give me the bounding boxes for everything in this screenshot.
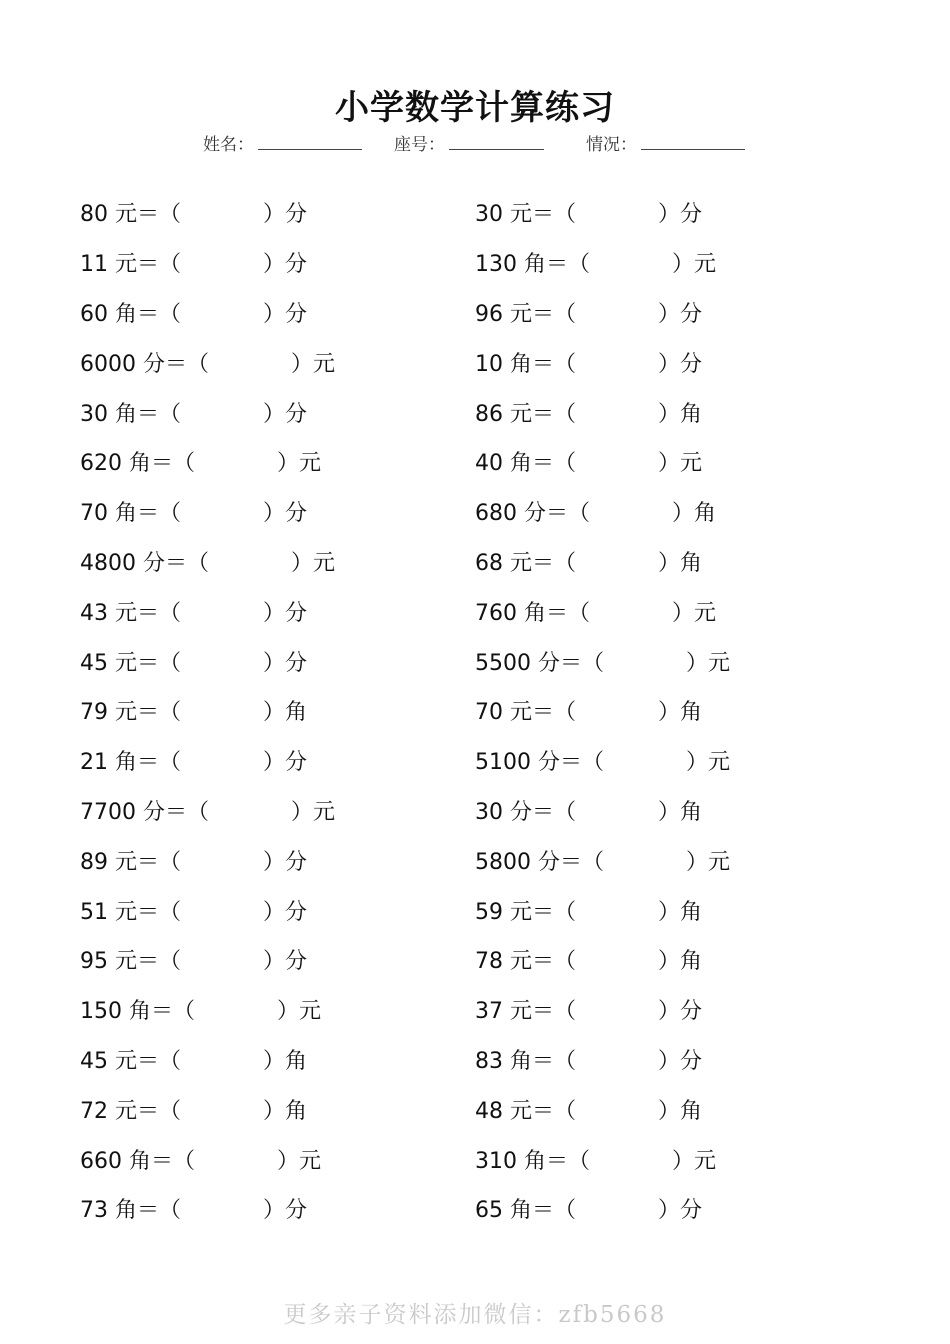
problem-question: 45 元＝（ <box>80 650 181 676</box>
problem-row <box>80 985 335 1035</box>
problem-row <box>80 686 335 736</box>
problem-row <box>475 437 730 487</box>
problem-unit: ）元 <box>290 799 335 825</box>
problem-question: 130 角＝（ <box>475 252 590 278</box>
seat-field <box>394 130 544 155</box>
problem-question: 37 元＝（ <box>475 999 576 1025</box>
problem-row <box>475 835 730 885</box>
problem-unit: ）分 <box>658 999 703 1025</box>
problem-question: 760 角＝（ <box>475 600 590 626</box>
problem-unit: ）角 <box>672 501 717 527</box>
problem-unit: ）分 <box>658 202 703 228</box>
problem-question: 45 元＝（ <box>80 1048 181 1074</box>
problem-row <box>475 1184 730 1234</box>
problem-question: 70 元＝（ <box>475 700 576 726</box>
problem-question: 30 元＝（ <box>475 202 576 228</box>
problem-question: 150 角＝（ <box>80 999 195 1025</box>
problem-unit: ）角 <box>658 799 703 825</box>
name-blank[interactable] <box>258 135 362 150</box>
problem-question: 11 元＝（ <box>80 252 181 278</box>
problem-question: 7700 分＝（ <box>80 799 209 825</box>
problem-question: 30 分＝（ <box>475 799 576 825</box>
problem-unit: ）分 <box>658 1048 703 1074</box>
problem-row <box>475 935 730 985</box>
problem-question: 4800 分＝（ <box>80 550 209 576</box>
problems-right-column <box>475 188 730 1234</box>
problem-question: 65 角＝（ <box>475 1198 576 1224</box>
problem-unit: ）分 <box>263 1198 308 1224</box>
status-label: 情况： <box>586 135 637 155</box>
problem-row <box>475 885 730 935</box>
problem-unit: ）元 <box>290 550 335 576</box>
problem-row <box>475 487 730 537</box>
problem-question: 78 元＝（ <box>475 949 576 975</box>
problem-row <box>80 387 335 437</box>
problem-row <box>475 786 730 836</box>
problem-row <box>475 387 730 437</box>
seat-blank[interactable] <box>449 135 544 150</box>
problem-question: 5800 分＝（ <box>475 849 604 875</box>
problem-row <box>475 537 730 587</box>
problem-question: 620 角＝（ <box>80 451 195 477</box>
problem-question: 73 角＝（ <box>80 1198 181 1224</box>
problem-row <box>475 288 730 338</box>
problem-question: 86 元＝（ <box>475 401 576 427</box>
problem-question: 48 元＝（ <box>475 1098 576 1124</box>
problem-row <box>475 636 730 686</box>
problem-row <box>80 786 335 836</box>
problem-question: 79 元＝（ <box>80 700 181 726</box>
page-title: 小学数学计算练习 <box>335 88 615 128</box>
problem-question: 21 角＝（ <box>80 750 181 776</box>
problem-row <box>80 586 335 636</box>
problem-row <box>475 238 730 288</box>
problem-unit: ）角 <box>658 401 703 427</box>
problem-unit: ）元 <box>277 451 322 477</box>
problem-unit: ）分 <box>263 949 308 975</box>
problem-row <box>80 636 335 686</box>
problem-row <box>80 487 335 537</box>
problem-row <box>80 885 335 935</box>
problem-question: 72 元＝（ <box>80 1098 181 1124</box>
problem-unit: ）分 <box>263 650 308 676</box>
problems-left-column <box>80 188 335 1234</box>
problem-unit: ）分 <box>658 1198 703 1224</box>
problem-unit: ）角 <box>658 949 703 975</box>
problem-question: 5100 分＝（ <box>475 750 604 776</box>
problem-row <box>475 1035 730 1085</box>
problem-question: 40 角＝（ <box>475 451 576 477</box>
footer-watermark: 更多亲子资料添加微信：zfb5668 <box>283 1302 667 1328</box>
problem-unit: ）元 <box>685 650 730 676</box>
problem-unit: ）元 <box>277 1148 322 1174</box>
problem-row <box>80 188 335 238</box>
problem-unit: ）分 <box>263 401 308 427</box>
problem-unit: ）元 <box>672 600 717 626</box>
problem-unit: ）分 <box>263 202 308 228</box>
problem-row <box>80 337 335 387</box>
name-field <box>203 130 362 155</box>
problem-unit: ）分 <box>658 351 703 377</box>
problem-row <box>80 537 335 587</box>
problem-unit: ）元 <box>277 999 322 1025</box>
problem-question: 310 角＝（ <box>475 1148 590 1174</box>
problem-question: 89 元＝（ <box>80 849 181 875</box>
problem-row <box>475 337 730 387</box>
problem-row <box>475 736 730 786</box>
problem-row <box>475 985 730 1035</box>
problem-unit: ）元 <box>685 750 730 776</box>
problem-row <box>80 238 335 288</box>
problem-unit: ）分 <box>658 301 703 327</box>
problem-question: 6000 分＝（ <box>80 351 209 377</box>
problem-question: 70 角＝（ <box>80 501 181 527</box>
problem-unit: ）元 <box>685 849 730 875</box>
problem-question: 60 角＝（ <box>80 301 181 327</box>
problem-row <box>80 835 335 885</box>
problem-row <box>475 1134 730 1184</box>
problem-unit: ）角 <box>263 1048 308 1074</box>
problem-unit: ）角 <box>658 899 703 925</box>
problem-row <box>80 935 335 985</box>
problem-unit: ）元 <box>672 1148 717 1174</box>
problem-row <box>80 1035 335 1085</box>
problem-row <box>80 288 335 338</box>
problem-unit: ）角 <box>263 1098 308 1124</box>
problem-question: 59 元＝（ <box>475 899 576 925</box>
problem-question: 51 元＝（ <box>80 899 181 925</box>
problem-question: 680 分＝（ <box>475 501 590 527</box>
problem-unit: ）分 <box>263 252 308 278</box>
problem-question: 43 元＝（ <box>80 600 181 626</box>
problem-unit: ）元 <box>672 252 717 278</box>
problem-row <box>475 188 730 238</box>
problem-question: 10 角＝（ <box>475 351 576 377</box>
problem-row <box>80 1084 335 1134</box>
problem-row <box>80 1184 335 1234</box>
problem-question: 30 角＝（ <box>80 401 181 427</box>
problem-question: 80 元＝（ <box>80 202 181 228</box>
status-field <box>586 130 745 155</box>
problem-unit: ）分 <box>263 849 308 875</box>
problem-unit: ）分 <box>263 750 308 776</box>
problem-unit: ）元 <box>658 451 703 477</box>
problem-question: 68 元＝（ <box>475 550 576 576</box>
problem-unit: ）角 <box>658 700 703 726</box>
problem-unit: ）分 <box>263 501 308 527</box>
problem-question: 95 元＝（ <box>80 949 181 975</box>
problem-row <box>475 1084 730 1134</box>
problem-unit: ）分 <box>263 600 308 626</box>
status-blank[interactable] <box>641 135 745 150</box>
problem-unit: ）分 <box>263 301 308 327</box>
problem-question: 96 元＝（ <box>475 301 576 327</box>
problem-unit: ）分 <box>263 899 308 925</box>
problem-row <box>80 736 335 786</box>
problem-row <box>475 686 730 736</box>
problem-row <box>80 437 335 487</box>
name-label: 姓名： <box>203 135 254 155</box>
problem-unit: ）元 <box>290 351 335 377</box>
problem-row <box>80 1134 335 1184</box>
problem-question: 5500 分＝（ <box>475 650 604 676</box>
problem-unit: ）角 <box>658 1098 703 1124</box>
problem-question: 83 角＝（ <box>475 1048 576 1074</box>
problem-question: 660 角＝（ <box>80 1148 195 1174</box>
seat-label: 座号： <box>394 135 445 155</box>
problem-unit: ）角 <box>658 550 703 576</box>
problem-row <box>475 586 730 636</box>
problem-unit: ）角 <box>263 700 308 726</box>
